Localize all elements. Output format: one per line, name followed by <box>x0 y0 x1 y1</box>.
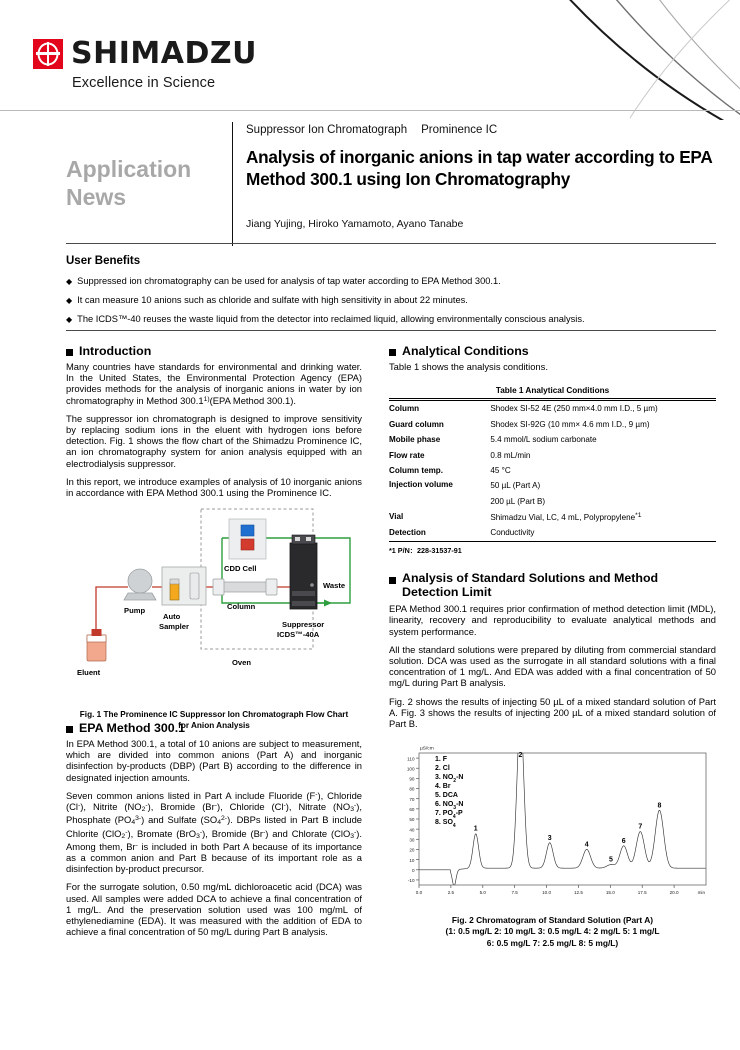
cell-value: 0.8 mL/min <box>490 450 531 460</box>
cell-key <box>389 478 490 493</box>
cell-key: Vial <box>389 512 404 521</box>
cell-value: Conductivity <box>490 525 716 542</box>
product-kicker <box>246 124 497 136</box>
table-row <box>389 493 716 508</box>
decorative-arcs <box>440 0 740 120</box>
cell-value: 200 µL (Part B) <box>490 496 546 506</box>
list-item <box>66 296 716 306</box>
vial-footnote-ref: *1 <box>635 512 642 519</box>
introduction-paragraph-3: In this report, we introduce examples of analysis of 10 inorganic anions in accordance with EPA Method 300.1 using the Prominence IC. <box>66 475 362 498</box>
pump-label: Pump <box>124 606 146 616</box>
figure-1-caption-line1: Fig. 1 The Prominence IC Suppressor Ion Chromatograph Flow Chart <box>79 710 349 720</box>
square-bullet-icon <box>389 349 396 356</box>
table-1-caption: Table 1 Analytical Conditions <box>495 386 610 396</box>
plot-frame <box>419 753 706 885</box>
autosampler-label-1: Auto <box>163 612 181 622</box>
title-vertical-rule <box>232 122 233 246</box>
legend-entry: 6. $NO_3-N$ <box>435 801 464 812</box>
table-row <box>389 463 716 478</box>
cell-key: Mobile phase <box>389 435 441 445</box>
suppressor-label-2: ICDS™-40A <box>277 630 320 640</box>
series-label-line1: Application <box>66 156 192 182</box>
cell-key: Flow rate <box>389 450 425 460</box>
epa-method-heading-text: EPA Method 300.1 <box>79 721 186 736</box>
user-benefit-text: Suppressed ion chromatography can be used for analysis of tap water according to EPA Method 300.1. <box>77 276 501 286</box>
user-benefits-divider <box>66 330 716 331</box>
x-tick-label: 17.5 <box>637 890 647 896</box>
peak-label: 5 <box>609 856 613 864</box>
oven-label: Oven <box>232 658 251 668</box>
table-row <box>389 401 716 417</box>
user-benefit-text: The ICDS™-40 reuses the waste liquid from the detector into reclaimed liquid, allowing environmentally conscious analysis. <box>77 314 585 324</box>
legend-entry: 8. $SO_4$ <box>435 819 456 830</box>
cell-value: Shodex SI-92G (10 mm× 4.6 mm I.D., 9 µm) <box>490 419 650 429</box>
table-row <box>389 432 716 447</box>
cell-key-text: Injection volume <box>389 480 453 490</box>
y-tick-label: 70 <box>409 796 415 802</box>
y-tick-label: 20 <box>409 847 415 853</box>
waste-label: Waste <box>323 581 346 591</box>
peak-label: 3 <box>547 834 552 842</box>
legend-entry: 4. Br <box>435 783 451 791</box>
peak-label: 7 <box>638 823 643 831</box>
eluent-cap-icon <box>92 629 102 636</box>
x-tick-label: 0.0 <box>415 890 423 896</box>
y-tick-label: 60 <box>409 807 415 813</box>
figure-1-caption-line2: for Anion Analysis <box>178 720 250 730</box>
pump-icon <box>128 569 152 593</box>
autosampler-label-2: Sampler <box>159 622 189 632</box>
header-divider <box>0 110 740 111</box>
x-tick-label: 10.0 <box>542 890 552 896</box>
peak-label: 8 <box>657 802 662 810</box>
analytical-conditions-heading-text: Analytical Conditions <box>402 344 529 358</box>
y-tick-label: 80 <box>409 786 415 792</box>
intro-ref: 1) <box>203 395 210 403</box>
cell-value: 50 µL (Part A) <box>490 481 541 491</box>
x-tick-label: 7.5 <box>511 890 518 896</box>
x-axis-label: min <box>697 890 705 896</box>
cell-value <box>490 509 716 525</box>
epa-paragraph-2: Seven common anions listed in Part A include Fluoride (F-), Chloride (Cl-), Nitrite $(NO_2^-)$, Bromide (Br-), Chloride (Cl-), Nitrate $(NO_3^-)$, Phosphate $(PO_4^{3-})$ and Sulfate $(SO_4^{2-})$. DBPs listed in Part B include Chlorite (ClO$_2$-), Bromate (BrO$_3$-), Bromide (Br-) and Chlorate (ClO$_3$-). Among them, Br- is included in both Part A because of its importance as a common anion and Part B because of its important role as a disinfection by-product precursor. <box>66 789 363 875</box>
column-label: Column <box>227 602 256 612</box>
page-title: Analysis of inorganic anions in tap water according to EPA Method 300.1 using Ion Chromatography <box>246 147 712 190</box>
std-heading-line1: Analysis of Standard Solutions and Method <box>402 571 659 586</box>
standard-solutions-paragraph-3: Fig. 2 shows the results of injecting 50 µL of a mixed standard solution of Part A. Fig. 3 shows the results of injecting 200 µL of a mixed standard solution of Part B. <box>389 695 716 729</box>
table-1-footnote: *1 P/N：228-31537-91 <box>389 546 462 556</box>
figure-2 <box>389 741 716 949</box>
standard-solutions-paragraph-2: All the standard solutions were prepared by diluting from commercial standard solution. DCA was used as the surrogate in all standard solutions with a final concentration of 1 mg/L. And EDA was added with a final concentration of 50 mg/L during Part B analysis. <box>389 643 716 689</box>
legend-entry: 7. $PO_4-P$ <box>435 810 463 821</box>
epa-paragraph-1: In EPA Method 300.1, a total of 10 anions are subject to measurement, which are divided into common anions (Part A) and inorganic disinfection by-products (DBP) (Part B) according to the difference in designated injection amounts. <box>66 738 362 783</box>
column-icon <box>221 582 269 592</box>
x-tick-label: 20.0 <box>669 890 679 896</box>
list-item <box>66 315 716 325</box>
analytical-conditions-intro: Table 1 shows the analysis conditions. <box>389 361 548 372</box>
y-tick-label: 50 <box>409 817 415 823</box>
x-tick-label: 15.0 <box>605 890 615 896</box>
y-tick-label: 40 <box>409 827 415 833</box>
standard-solutions-heading <box>389 572 716 600</box>
y-tick-label: 30 <box>409 837 415 843</box>
y-tick-label: -10 <box>407 878 415 884</box>
diamond-bullet-icon: ◆ <box>66 277 73 286</box>
authors: Jiang Yujing, Hiroko Yamamoto, Ayano Tanabe <box>246 218 464 230</box>
cell-key <box>389 493 490 508</box>
cell-key: Detection <box>389 525 490 542</box>
autosampler-icon <box>162 567 206 605</box>
table-row <box>389 478 716 493</box>
right-column <box>389 344 716 949</box>
analytical-conditions-table <box>389 398 716 542</box>
square-bullet-icon <box>389 577 396 584</box>
cell-value: Shodex SI-52 4E (250 mm×4.0 mm I.D., 5 µm) <box>490 404 658 414</box>
series-label <box>66 155 191 211</box>
x-tick-label: 12.5 <box>573 890 583 896</box>
standard-solutions-paragraph-1: EPA Method 300.1 requires prior confirmation of method detection limit (MDL), linearity, recovery and reproducibility to evaluate analytical methods and system performance. <box>389 603 716 637</box>
cell-key: Column <box>389 404 420 414</box>
kicker-model: Prominence IC <box>421 124 498 136</box>
y-tick-label: 110 <box>407 756 415 762</box>
peak-label: 6 <box>621 838 626 846</box>
peak-label: 2 <box>518 752 523 760</box>
suppressor-label-1: Suppressor <box>282 620 325 630</box>
brand-name: SHIMADZU <box>71 36 257 71</box>
list-item <box>66 277 716 287</box>
shimadzu-mark-icon <box>33 39 63 69</box>
brand-logo <box>33 36 257 91</box>
series-label-line2: News <box>66 184 127 211</box>
chromatogram-chart <box>389 741 716 909</box>
diamond-bullet-icon: ◆ <box>66 296 73 305</box>
cdd-cell-label: CDD Cell <box>224 564 257 574</box>
flow-chart-diagram <box>66 505 362 703</box>
introduction-heading-text: Introduction <box>79 344 152 358</box>
cell-key: Guard column <box>389 419 444 429</box>
legend-entry: 1. F <box>435 756 448 764</box>
diamond-bullet-icon: ◆ <box>66 315 73 324</box>
peak-label: 4 <box>584 841 589 849</box>
user-benefits-list <box>66 277 716 334</box>
square-bullet-icon <box>66 349 73 356</box>
reclaim-arrow-icon <box>324 600 332 607</box>
cell-value-text: Shimadzu Vial, LC, 4 mL, Polypropylene <box>490 513 636 523</box>
authors-divider <box>66 243 716 244</box>
suppressor-icon <box>290 543 317 609</box>
legend-entry: 2. Cl <box>435 765 450 773</box>
std-heading-line2: Detection Limit <box>402 585 492 600</box>
x-tick-label: 2.5 <box>447 890 455 896</box>
legend-entry: 5. DCA <box>435 792 458 800</box>
user-benefit-text: It can measure 10 anions such as chloride and sulfate with high sensitivity in about 22 minutes. <box>77 295 468 305</box>
eluent-label: Eluent <box>77 668 101 678</box>
table-row <box>389 447 716 462</box>
intro-p1a: Many countries have standards for environmental and drinking water. In the United States, the Environmental Protection Agency (EPA) provides methods for the analysis of inorganic anions in water by ion chromatography in Method 300.1 <box>66 361 362 406</box>
cell-value: 5.4 mmol/L sodium carbonate <box>490 435 597 445</box>
analytical-conditions-heading <box>389 344 716 358</box>
introduction-heading <box>66 344 362 358</box>
figure-2-caption-line3: 6: 0.5 mg/L 7: 2.5 mg/L 8: 5 mg/L) <box>486 937 619 948</box>
standard-solutions-heading-text <box>402 572 658 600</box>
y-tick-label: 0 <box>411 868 415 874</box>
legend-entry: 3. $NO_2-N$ <box>435 774 464 785</box>
y-tick-label: 100 <box>406 766 415 772</box>
figure-2-caption-line2: (1: 0.5 mg/L 2: 10 mg/L 3: 0.5 mg/L 4: 2 mg/L 5: 1 mg/L <box>445 926 660 937</box>
epa-paragraph-3: For the surrogate solution, 0.50 mg/mL dichloroacetic acid (DCA) was used. All samples were added DCA to achieve a final concentration of 1 mg/L. And the preservation solution used was 100 mg/mL of ethylenediamine (EDA). It was measured with the addition of EDA to achieve a final concentration of 50 mg/L during Part B analysis. <box>66 881 362 938</box>
figure-2-caption <box>389 915 716 949</box>
x-tick-label: 5.0 <box>479 890 486 896</box>
introduction-paragraph-1 <box>66 361 362 406</box>
cell-key: Column temp. <box>389 465 443 475</box>
cell-value: 45 °C <box>490 465 511 475</box>
y-tick-label: 10 <box>409 857 415 863</box>
y-axis-label: µS/cm <box>420 746 434 752</box>
user-benefits-heading: User Benefits <box>66 255 141 267</box>
figure-1-caption <box>66 710 362 731</box>
y-tick-label: 90 <box>409 776 415 782</box>
figure-2-caption-title: Fig. 2 Chromatogram of Standard Solution (Part A) <box>451 915 654 926</box>
table-row <box>389 417 716 432</box>
introduction-paragraph-2: The suppressor ion chromatograph is designed to improve sensitivity by replacing sodium ions in the eluent with hydrogen ions before detection. Fig. 1 shows the flow chart of the Shimadzu Prominence IC, an ion chromatography system for anion analysis equipped with an electrodialysis suppressor. <box>66 412 362 469</box>
intro-p1b: (EPA Method 300.1). <box>209 394 296 406</box>
table-row <box>389 509 716 525</box>
table-row <box>389 525 716 542</box>
kicker-instrument: Suppressor Ion Chromatograph <box>246 124 408 136</box>
left-column <box>66 344 362 944</box>
brand-tagline: Excellence in Science <box>72 75 216 91</box>
peak-label: 1 <box>473 825 478 833</box>
